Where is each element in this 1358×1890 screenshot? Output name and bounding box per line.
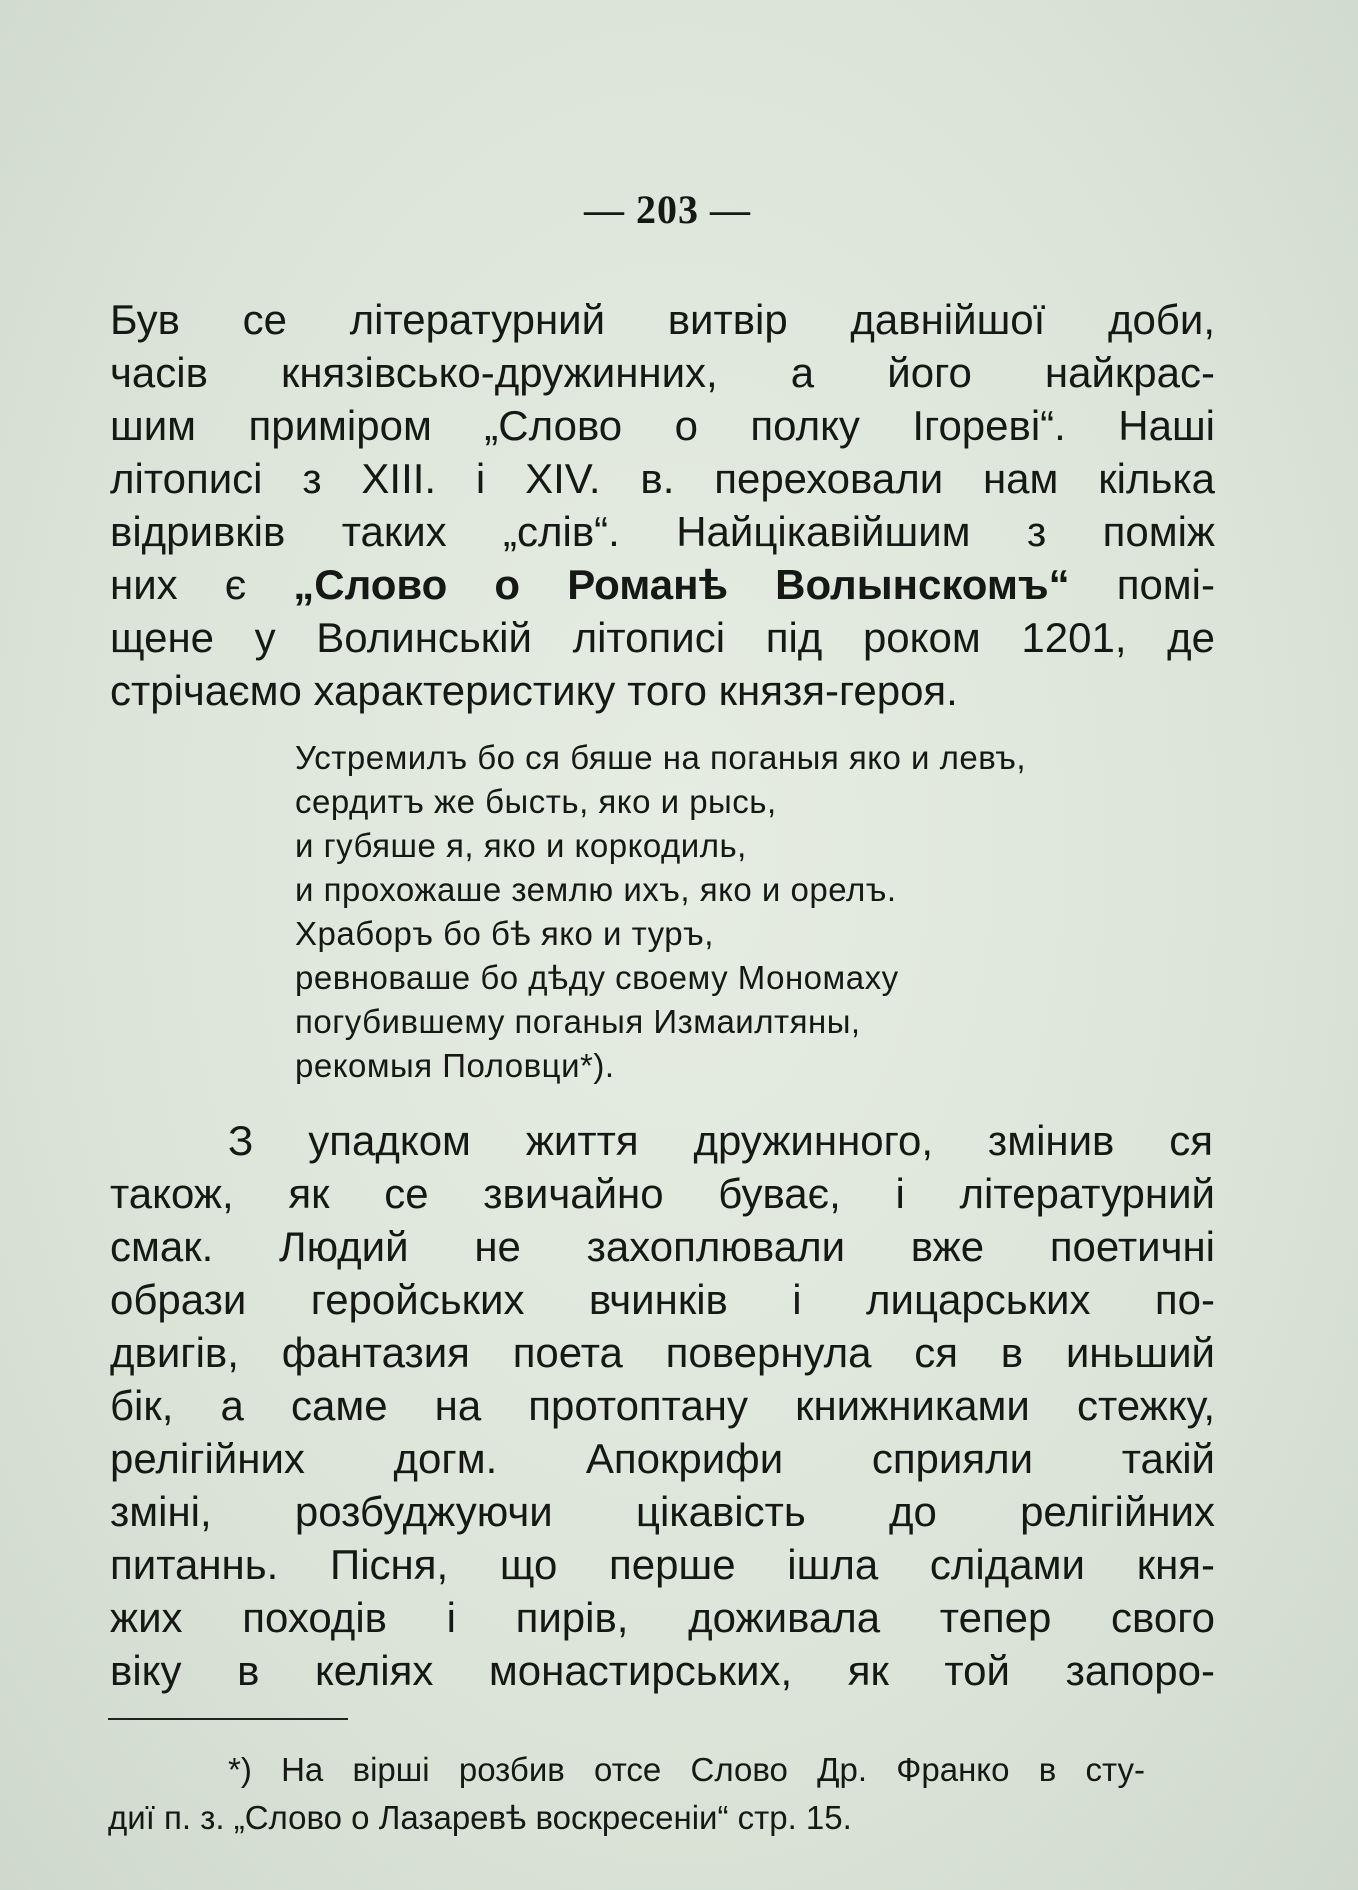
- verse-line: ревноваше бо дѣду своему Мономаху: [295, 959, 899, 996]
- text-line: щене у Волинській літописі під роком 1201, де: [110, 614, 1215, 661]
- text-line: відривків таких „слів“. Найцікавійшим з поміж: [110, 508, 1215, 555]
- text-line: шим приміром „Слово о полку Ігореві“. Наші: [110, 402, 1215, 449]
- text-before-title: них є: [110, 561, 294, 608]
- verse-line: погубившему поганыя Измаилтяны,: [295, 1003, 861, 1040]
- verse-line: Устремилъ бо ся бяше на поганыя яко и левъ,: [295, 739, 1026, 776]
- page-number: — 203 —: [584, 187, 751, 232]
- verse-line: сердитъ же бысть, яко и рысь,: [295, 783, 777, 820]
- text-line: віку в келіях монастирських, як той запоро-: [110, 1647, 1215, 1694]
- text-line: смак. Людий не захоплювали вже поетичні: [110, 1223, 1215, 1270]
- text-line: літописі з XIII. і XIV. в. переховали нам кілька: [110, 455, 1215, 502]
- text-line: З упадком життя дружинного, змінив ся: [228, 1117, 1213, 1164]
- text-line: часів князівсько-дружинних, а його найкрас-: [110, 349, 1215, 396]
- verse-line: Храборъ бо бѣ яко и туръ,: [295, 915, 714, 952]
- footnote-line: *) На вірші розбив отсе Слово Др. Франко в сту-: [228, 1751, 1145, 1788]
- text-line-bold-title: [110, 559, 1215, 611]
- text-line: стрічаємо характеристику того князя-героя.: [110, 667, 958, 714]
- bold-title: „Слово о Романѣ Волынскомъ“: [293, 561, 1070, 608]
- text-line: двигів, фантазия поета повернула ся в иньший: [110, 1329, 1215, 1376]
- text-line: жих походів і пирів, доживала тепер свого: [110, 1594, 1215, 1641]
- footnote-line: диї п. з. „Слово о Лазаревѣ воскресеніи“ стр. 15.: [108, 1799, 852, 1836]
- text-line: бік, а саме на протоптану книжниками стежку,: [110, 1382, 1215, 1429]
- text-line: образи геройських вчинків і лицарських по-: [110, 1276, 1215, 1323]
- footnote-rule: [108, 1718, 348, 1720]
- text-line: Був се літературний витвір давнійшої доби,: [110, 296, 1215, 343]
- text-line: релігійних догм. Апокрифи сприяли такій: [110, 1435, 1215, 1482]
- text-line: зміні, розбуджуючи цікавість до релігійних: [110, 1488, 1215, 1535]
- verse-line: рекомыя Половци*).: [295, 1047, 615, 1084]
- text-line: також, як се звичайно буває, і літературний: [110, 1170, 1215, 1217]
- text-after-title: помі-: [1069, 561, 1215, 608]
- verse-line: и губяше я, яко и коркодиль,: [295, 827, 747, 864]
- verse-line: и прохожаше землю ихъ, яко и орелъ.: [295, 871, 897, 908]
- text-line: питаннь. Пісня, що перше ішла слідами кня-: [110, 1541, 1215, 1588]
